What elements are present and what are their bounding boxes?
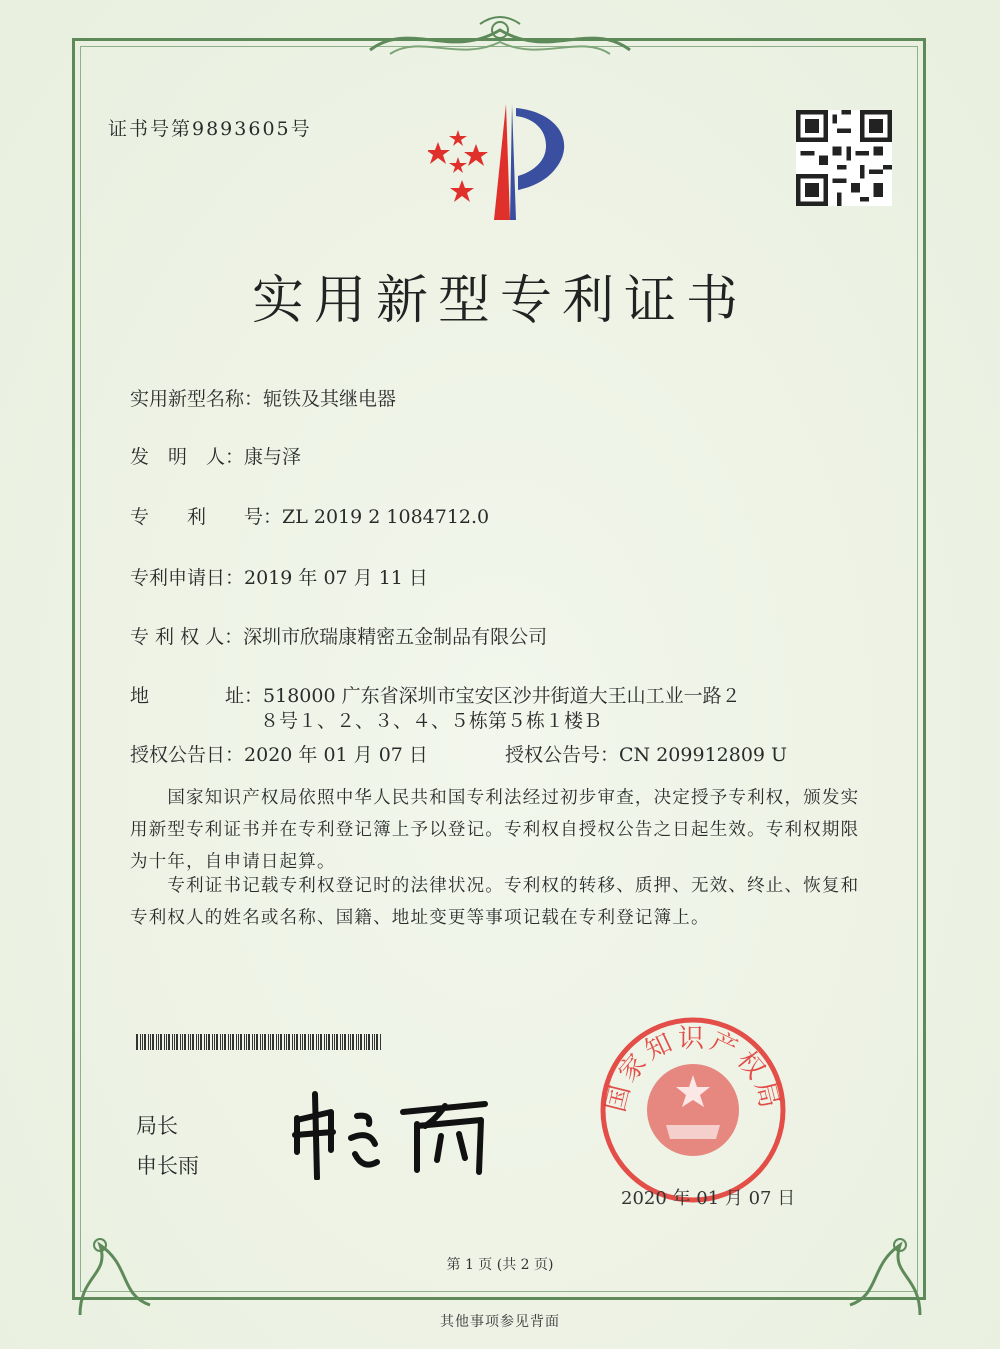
certificate-title: 实用新型专利证书: [251, 271, 748, 331]
field-label: 授权公告号：: [505, 744, 620, 766]
patentee-row: [130, 622, 547, 649]
seal-date: 2020 年 01 月 07 日: [621, 1188, 796, 1209]
director-signature-icon: [285, 1090, 500, 1180]
field-value: 2020 年 01 月 07 日: [244, 744, 428, 766]
field-label: 实用新型名称：: [130, 388, 264, 410]
footer-note: 其他事项参见背面: [440, 1314, 560, 1330]
utility-model-name-row: [130, 384, 396, 411]
field-value: 康与泽: [244, 446, 302, 468]
field-value: 518000 广东省深圳市宝安区沙井街道大王山工业一路２: [263, 685, 741, 707]
barcode-icon: [136, 1034, 384, 1050]
field-value: CN 209912809 U: [619, 744, 788, 766]
patent-number-row: [130, 502, 489, 529]
director-title: 局长: [136, 1114, 178, 1138]
address-line-2: ８号１、２、３、４、５栋第５栋１楼Ｂ: [260, 710, 603, 732]
certificate-statement-paragraph: 国家知识产权局依照中华人民共和国专利法经过初步审查，决定授予专利权，颁发实用新型专利证书并在专利登记簿上予以登记。专利权自授权公告之日起生效。专利权期限为十年，自申请日起算。: [130, 788, 860, 872]
field-label: 地 址：: [130, 685, 264, 707]
page-indicator: 第 1 页 (共 2 页): [446, 1257, 554, 1273]
patent-office-emblem-icon: [428, 102, 578, 222]
field-value: 2019 年 07 月 11 日: [244, 567, 428, 589]
field-value: ZL 2019 2 1084712.0: [282, 506, 490, 528]
field-label: 授权公告日：: [130, 744, 245, 766]
field-label: 发 明 人：: [130, 446, 245, 468]
certificate-number: 证书号第9893605号: [108, 118, 312, 140]
grant-date-row: [130, 740, 428, 767]
director-name: 申长雨: [136, 1154, 199, 1178]
field-label: 专 利 权 人：: [130, 626, 244, 648]
seal-text: 国家知识产权局: [601, 1024, 785, 1115]
official-seal-icon: [598, 1015, 788, 1205]
top-ornament-icon: [360, 10, 640, 66]
grant-number-row: [505, 740, 787, 767]
field-value: 深圳市欣瑞康精密五金制品有限公司: [243, 626, 548, 648]
address-row: [130, 681, 741, 708]
inventor-row: [130, 442, 301, 469]
application-date-row: [130, 563, 428, 590]
field-label: 专利申请日：: [130, 567, 245, 589]
field-value: 轭铁及其继电器: [263, 388, 397, 410]
qr-code-icon: [796, 110, 892, 206]
legal-status-paragraph: 专利证书记载专利权登记时的法律状况。专利权的转移、质押、无效、终止、恢复和专利权人的姓名或名称、国籍、地址变更等事项记载在专利登记簿上。: [130, 876, 860, 928]
field-label: 专 利 号：: [130, 506, 283, 528]
